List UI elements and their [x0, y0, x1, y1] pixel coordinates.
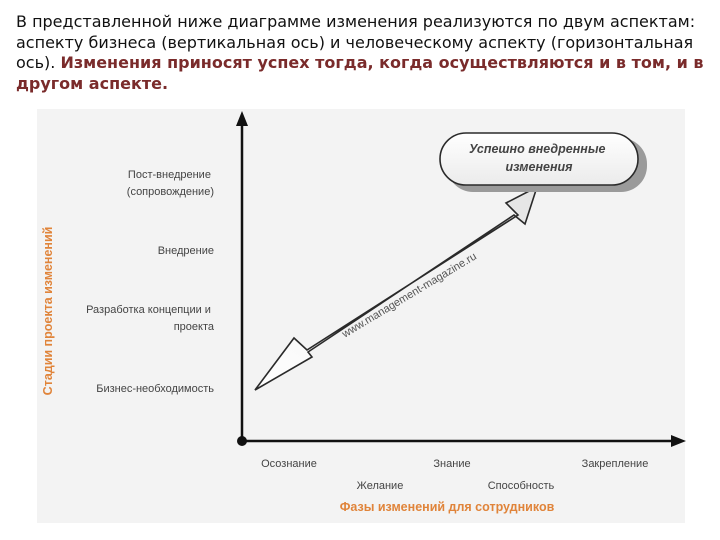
- phase-label-reinforcement: Закрепление: [581, 458, 649, 470]
- watermark-text: www.management-magazine.ru: [340, 250, 479, 341]
- y-axis-arrowhead: [236, 111, 248, 126]
- stage-label-implementation: Внедрение: [157, 245, 214, 257]
- stage-label-post-implementation: Пост-внедрение (сопровождение): [126, 169, 214, 198]
- progress-arrow: [255, 187, 537, 390]
- intro-highlight: Изменения приносят успех тогда, когда осуществляются и в том, и в другом аспекте.: [16, 53, 704, 93]
- phase-label-ability: Способность: [487, 480, 555, 492]
- y-axis-title: Стадии проекта изменений: [41, 226, 55, 396]
- success-box: [440, 133, 638, 185]
- success-box-label: Успешно внедренные изменения: [469, 142, 606, 174]
- phase-label-awareness: Осознание: [261, 458, 317, 470]
- stage-label-business-need: Бизнес-необходимость: [96, 383, 214, 395]
- intro-text: В представленной ниже диаграмме изменения реализуются по двум аспектам: аспекту бизнеса (вертикальная ось) и человеческому аспекту (горизонтальная ось).: [16, 12, 696, 72]
- x-axis-title: Фазы изменений для сотрудников: [339, 500, 555, 514]
- x-axis-arrowhead: [671, 435, 686, 447]
- phase-label-knowledge: Знание: [433, 458, 471, 470]
- phase-label-desire: Желание: [356, 480, 404, 492]
- stage-label-concept-design: Разработка концепции и проекта: [86, 304, 214, 333]
- axis-origin-dot: [237, 436, 247, 446]
